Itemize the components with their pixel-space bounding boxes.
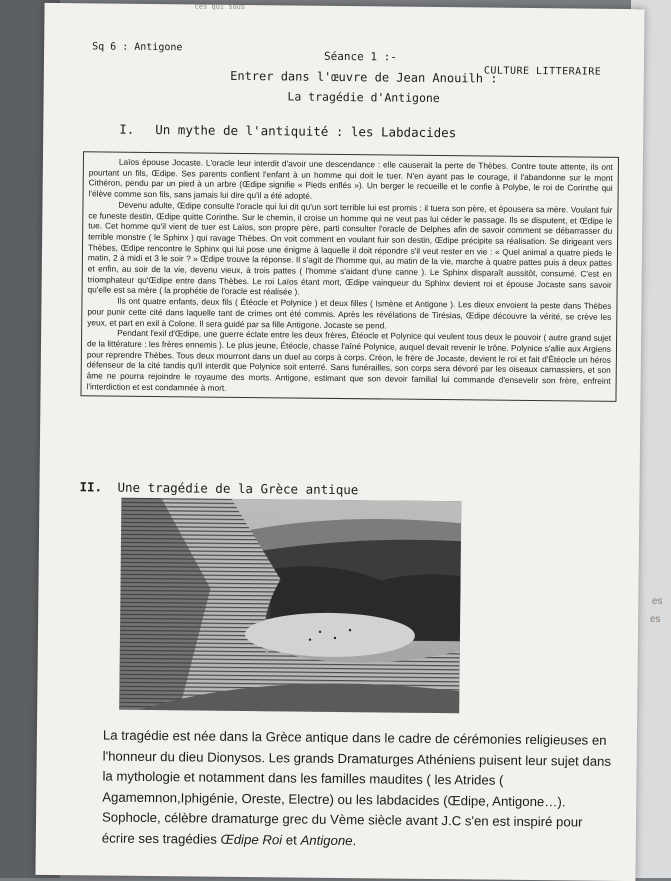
section2-heading [79,479,358,497]
section1-number: I. [119,121,135,137]
page-subtitle: La tragédie d'Antigone [287,89,440,106]
title-antigone: Antigone [300,832,353,848]
sequence-label: Sq 6 : Antigone [92,41,183,54]
box-paragraph-4: Pendant l'exil d'Œdipe, une guerre éclate entre les deux frères, Étéocle et Polynice qui veulent tous deux le pouvoir ( autre grand sujet de la littérature : les frères ennemis ). Le plus jeune, Étéocle, chasse l'aîné Polynice, auquel devait revenir le trône. Polynice s'allie aux Argiens pour reprendre Thèbes. Tous deux mourront dans un duel au corps à corps. Créon, le frère de Jocaste, devient le roi et fait d'Étéocle un héros défenseur de la cité tandis qu'il interdit que Polynice soit enterré. Sans funérailles, son corps sera dévoré par les oiseaux carnassiers, et son âme ne pourra rejoindre le royaume des morts. Antigone, estimant que son devoir familial lui commande d'ensevelir son frère, enfreint l'interdiction et est condamnée à mort. [86,327,612,393]
page-title: Entrer dans l'œuvre de Jean Anouilh : [230,68,498,86]
section2-title: Une tragédie de la Grèce antique [117,479,359,498]
top-scribble: ces qui sous [194,2,246,11]
box-paragraph-2: Devenu adulte, Œdipe consulte l'oracle qui lui dit qu'un sort terrible lui est promis : il tuera son père, et épousera sa mère. Voulant fuir ce funeste destin, Œdipe quitte Corinthe. Sur le chemin, il croise un homme qui ne veut pas lui céder le passage. Ils se disputent, et Œdipe le tue. Cet homme qu'il vient de tuer est Laïos, son propre père, parti consulter l'oracle de Delphes afin de savoir comment se débarrasser du terrible monstre ( le Sphinx ) qui ravage Thèbes. On voit comment en voulant fuir son destin, Œdipe précipite sa réalisation. Se dirigeant vers Thèbes, Œdipe rencontre le Sphinx qui lui pose une énigme à laquelle il doit répondre s'il veut rester en vie : « Quel animal a quatre pieds le matin, 2 à midi et 3 le soir ? » Œdipe trouve la réponse. Il s'agit de l'homme qui, au matin de la vie, marche à quatre pattes puis à deux pattes et enfin, au soir de la vie, devenu vieux, à trois pattes ( l'homme s'aidant d'une canne ). Le Sphinx disparaît aussitôt, consumé. C'est en triomphateur qu'Œdipe entre dans Thèbes. Le roi Laïos étant mort, Œdipe vainqueur du Sphinx devient roi et épouse Jocaste sans savoir qu'elle est sa mère ( la prophétie de l'oracle est réalisée ). [87,199,613,298]
theatre-illustration [119,498,461,714]
box-paragraph-3: Ils ont quatre enfants, deux fils ( Étéocle et Polynice ) et deux filles ( Ismène et Antigone ). Les dieux envoient la peste dans Thèbes pour punir cette cité dans laquelle tant de crimes ont été commis. Après les révélations de Tirésias, Œdipe découvre la vérité, se crève les yeux, et part en exil à Colone. Il sera guidé par sa fille Antigone. Jocaste se pend. [87,295,612,331]
category-label: CULTURE LITTERAIRE [483,65,602,78]
myth-text-box [80,151,619,402]
seance-label: Séance 1 :- [323,49,397,64]
section1-title: Un mythe de l'antiquité : les Labdacides [155,122,457,141]
closing-end: . [352,832,357,848]
tragedy-intro-paragraph [102,726,613,854]
box-paragraph-1: Laïos épouse Jocaste. L'oracle leur interdit d'avoir une descendance : elle causerait la perte de Thèbes. Contre toute attente, ils ont pourtant un fils, Œdipe. Ses parents confient l'enfant à un homme qui doit le tuer. N'en ayant pas le courage, il l'abandonne sur le mont Cithéron, pendu par un pied à un arbre (Œdipe signifie « Pieds enflés »). Un berger le recueille et le confie à Polybe, le roi de Corinthe qui l'élève comme son fils, sans jamais lui dire qu'il a été adopté. [88,156,613,201]
closing-connector: et [282,831,301,848]
title-oedipe-roi: Œdipe Roi [220,831,283,847]
closing-text: La tragédie est née dans la Grèce antique dans le cadre de cérémonies religieuses en l'honneur du dieu Dionysos. Les grands Dramaturges Athéniens puisent leur sujet dans la mythologie et notamment dans les familles maudites ( les Atrides ( Agamemnon,Iphigénie, Oreste, Electre) ou les labdacides (Œdipe, Antigone…). Sophocle, célèbre dramaturge grec du Vème siècle avant J.C s'en est inspiré pour écrire ses tragédies [101,727,612,847]
section1-heading [119,122,456,141]
document-page [35,3,644,881]
margin-mark-2: es [650,614,661,625]
greek-theatre-photo [119,498,461,714]
margin-mark-1: es [652,596,663,607]
section2-number: II. [79,479,103,495]
